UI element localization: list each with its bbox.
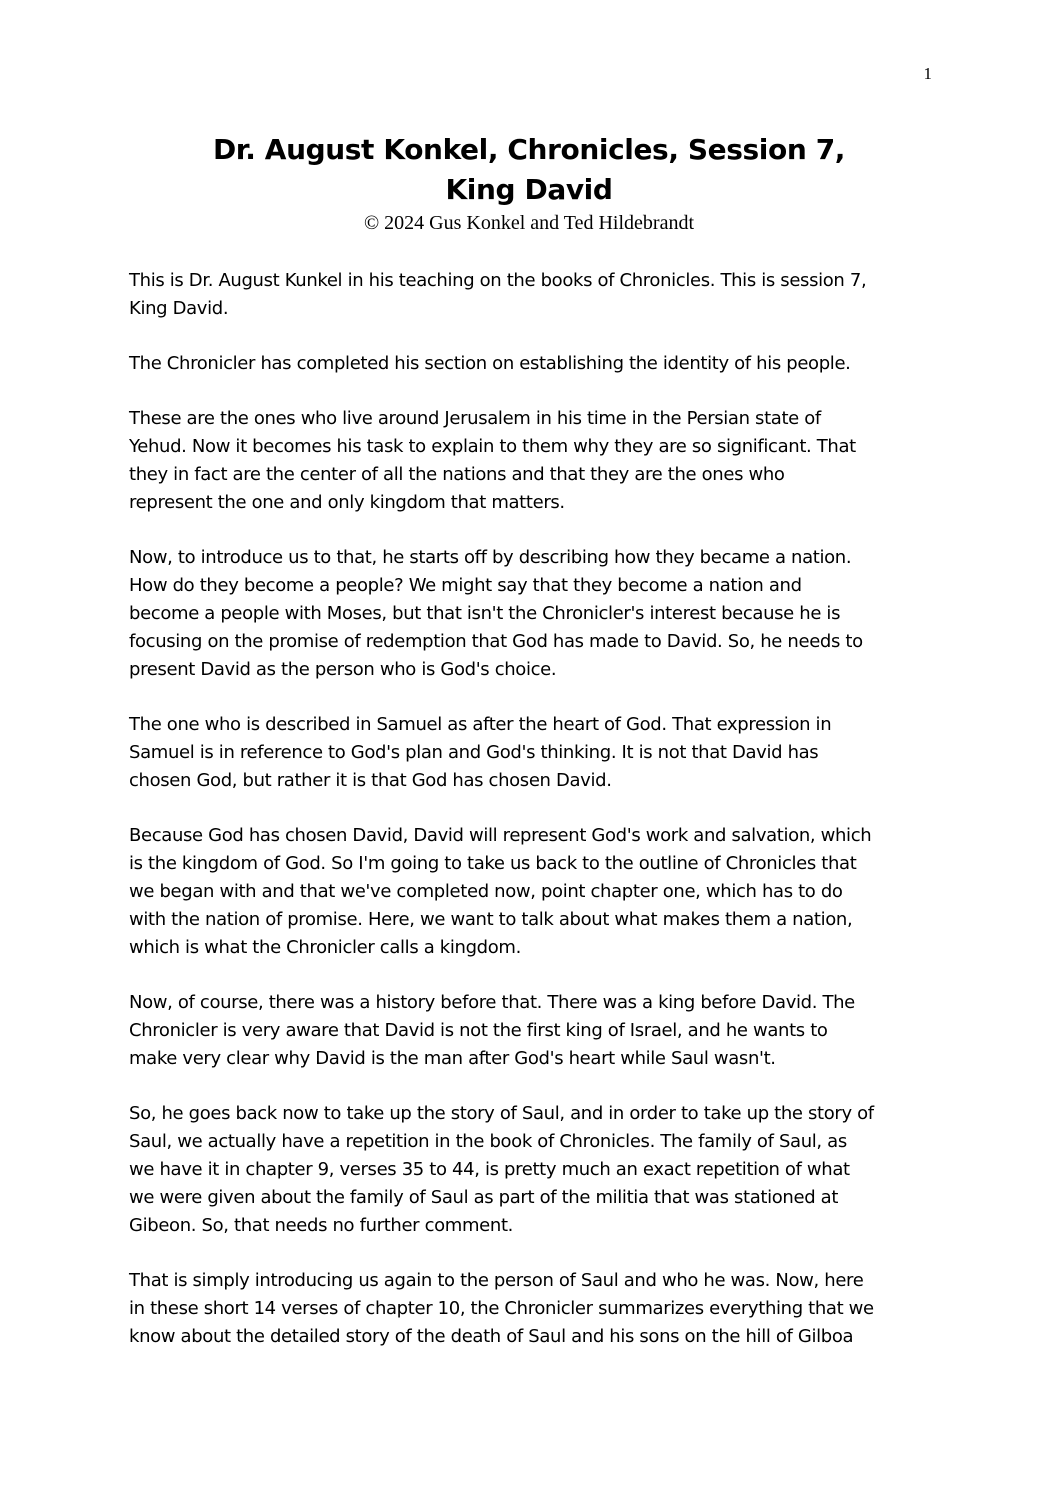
- page-number: 1: [923, 64, 932, 83]
- page-title-line-1: Dr. August Konkel, Chronicles, Session 7,: [212, 133, 846, 166]
- text-line: This is Dr. August Kunkel in his teaching on the books of Chronicles. This is session 7,: [129, 270, 867, 291]
- text-line: in these short 14 verses of chapter 10, the Chronicler summarizes everything that we: [129, 1298, 874, 1319]
- text-line: These are the ones who live around Jerusalem in his time in the Persian state of: [129, 408, 821, 429]
- text-line: we began with and that we've completed now, point chapter one, which has to do: [129, 881, 843, 902]
- text-line: Because God has chosen David, David will represent God's work and salvation, which: [129, 825, 872, 846]
- text-line: The one who is described in Samuel as after the heart of God. That expression in: [129, 714, 832, 735]
- text-line: Samuel is in reference to God's plan and God's thinking. It is not that David has: [129, 742, 819, 763]
- title-block: [0, 130, 1058, 236]
- text-line: focusing on the promise of redemption that God has made to David. So, he needs to: [129, 631, 863, 652]
- text-line: we were given about the family of Saul as part of the militia that was stationed at: [129, 1187, 839, 1208]
- paragraph: [129, 1267, 939, 1351]
- text-line: know about the detailed story of the death of Saul and his sons on the hill of Gilboa: [129, 1326, 854, 1347]
- document-body: [129, 267, 939, 1378]
- paragraph: [129, 989, 939, 1073]
- text-line: represent the one and only kingdom that matters.: [129, 492, 565, 513]
- page-title-line-2: King David: [445, 173, 613, 206]
- text-line: become a people with Moses, but that isn't the Chronicler's interest because he is: [129, 603, 841, 624]
- text-line: chosen God, but rather it is that God has chosen David.: [129, 770, 612, 791]
- paragraph: [129, 405, 939, 517]
- text-line: make very clear why David is the man after God's heart while Saul wasn't.: [129, 1048, 776, 1069]
- text-line: So, he goes back now to take up the story of Saul, and in order to take up the story of: [129, 1103, 874, 1124]
- paragraph: [129, 711, 939, 795]
- text-line: we have it in chapter 9, verses 35 to 44, is pretty much an exact repetition of what: [129, 1159, 850, 1180]
- text-line: Yehud. Now it becomes his task to explain to them why they are so significant. That: [129, 436, 856, 457]
- text-line: is the kingdom of God. So I'm going to take us back to the outline of Chronicles that: [129, 853, 857, 874]
- text-line: King David.: [129, 298, 229, 319]
- text-line: with the nation of promise. Here, we want to talk about what makes them a nation,: [129, 909, 853, 930]
- text-line: they in fact are the center of all the nations and that they are the ones who: [129, 464, 785, 485]
- paragraph: [129, 1100, 939, 1240]
- text-line: which is what the Chronicler calls a kingdom.: [129, 937, 521, 958]
- text-line: present David as the person who is God's choice.: [129, 659, 557, 680]
- text-line: Saul, we actually have a repetition in the book of Chronicles. The family of Saul, as: [129, 1131, 847, 1152]
- paragraph: [129, 544, 939, 684]
- text-line: Gibeon. So, that needs no further comment.: [129, 1215, 514, 1236]
- copyright-line: © 2024 Gus Konkel and Ted Hildebrandt: [363, 212, 695, 234]
- text-line: The Chronicler has completed his section on establishing the identity of his people.: [129, 353, 851, 374]
- text-line: How do they become a people? We might say that they become a nation and: [129, 575, 802, 596]
- text-line: Chronicler is very aware that David is not the first king of Israel, and he wants to: [129, 1020, 828, 1041]
- paragraph: [129, 822, 939, 962]
- text-line: That is simply introducing us again to the person of Saul and who he was. Now, here: [129, 1270, 864, 1291]
- text-line: Now, to introduce us to that, he starts off by describing how they became a nation.: [129, 547, 852, 568]
- text-line: Now, of course, there was a history before that. There was a king before David. The: [129, 992, 855, 1013]
- paragraph: [129, 267, 939, 323]
- paragraph: [129, 350, 939, 378]
